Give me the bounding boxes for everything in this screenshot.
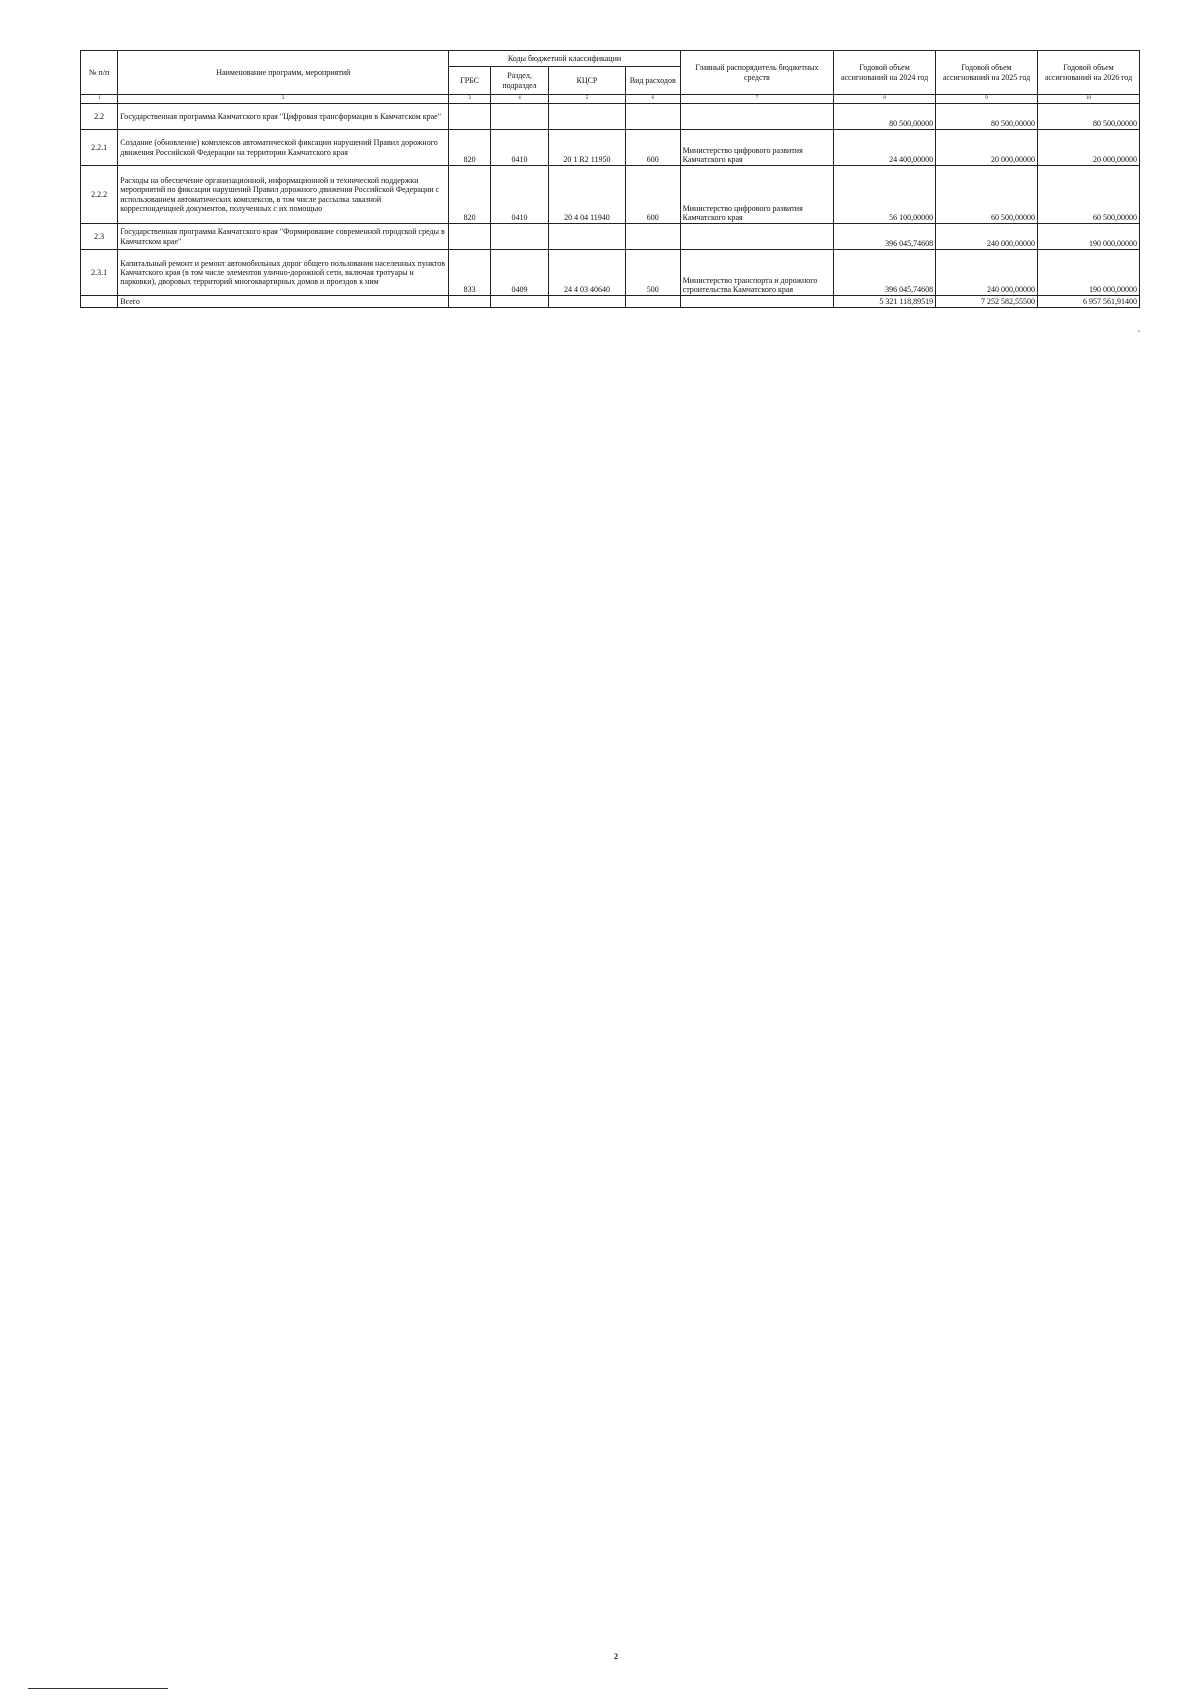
header-name: Наименование программ, мероприятий [118,51,449,95]
header-kcsr: КЦСР [549,67,626,95]
total-empty-cell [449,296,491,308]
total-empty-cell [549,296,626,308]
row-2025: 80 500,00000 [936,104,1038,130]
total-empty-cell [680,296,833,308]
row-2025: 240 000,00000 [936,250,1038,296]
table-row [81,130,1140,166]
row-razdel [490,104,548,130]
row-grbs [449,104,491,130]
row-razdel: 0410 [490,166,548,224]
row-grbs: 833 [449,250,491,296]
row-2024: 396 045,74608 [834,250,936,296]
row-razdel [490,224,548,250]
total-empty-cell [625,296,680,308]
row-2026: 190 000,00000 [1038,250,1140,296]
row-grbs [449,224,491,250]
header-grbs: ГРБС [449,67,491,95]
row-name: Создание (обновление) комплексов автоматической фиксации нарушений Правил дорожного движения Российской Федерации на территории Камчатского края [118,130,449,166]
total-num-cell [81,296,118,308]
header-distributor: Главный распорядитель бюджетных средств [680,51,833,95]
header-razdel: Раздел, подраздел [490,67,548,95]
scan-mark: • [1138,330,1140,335]
row-name: Государственная программа Камчатского края "Цифровая трансформация в Камчатском крае" [118,104,449,130]
total-empty-cell [490,296,548,308]
header-2024: Годовой объем ассигнований на 2024 год [834,51,936,95]
row-kcsr: 20 1 R2 11950 [549,130,626,166]
col-number: 1 [81,95,118,104]
col-number: 2 [118,95,449,104]
row-vid: 600 [625,166,680,224]
row-kcsr: 20 4 04 11940 [549,166,626,224]
row-vid: 500 [625,250,680,296]
total-2025: 7 252 582,55500 [936,296,1038,308]
row-razdel: 0409 [490,250,548,296]
row-razdel: 0410 [490,130,548,166]
table-row [81,104,1140,130]
header-2025: Годовой объем ассигнований на 2025 год [936,51,1038,95]
row-2026: 60 500,00000 [1038,166,1140,224]
footnote-divider [28,1688,168,1689]
col-number: 5 [549,95,626,104]
table-row [81,166,1140,224]
row-distributor: Министерство цифрового развития Камчатского края [680,130,833,166]
row-2025: 60 500,00000 [936,166,1038,224]
row-2026: 20 000,00000 [1038,130,1140,166]
table-row [81,224,1140,250]
row-grbs: 820 [449,166,491,224]
row-vid: 600 [625,130,680,166]
col-number: 8 [834,95,936,104]
row-2024: 24 400,00000 [834,130,936,166]
row-distributor: Министерство транспорта и дорожного строительства Камчатского края [680,250,833,296]
row-distributor [680,224,833,250]
header-2026: Годовой объем ассигнований на 2026 год [1038,51,1140,95]
row-distributor [680,104,833,130]
row-num: 2.2 [81,104,118,130]
budget-table [80,50,1140,308]
col-number: 7 [680,95,833,104]
header-num: № п/п [81,51,118,95]
row-num: 2.2.1 [81,130,118,166]
header-codes-group: Коды бюджетной классификации [449,51,680,67]
page-number: 2 [614,1652,618,1661]
col-number: 6 [625,95,680,104]
row-2024: 56 100,00000 [834,166,936,224]
row-grbs: 820 [449,130,491,166]
col-number: 10 [1038,95,1140,104]
total-2026: 6 957 561,91400 [1038,296,1140,308]
row-2025: 20 000,00000 [936,130,1038,166]
row-name: Государственная программа Камчатского края "Формирование современной городской среды в Камчатском крае" [118,224,449,250]
header-vid: Вид расходов [625,67,680,95]
row-2026: 80 500,00000 [1038,104,1140,130]
row-vid [625,104,680,130]
row-vid [625,224,680,250]
row-num: 2.3.1 [81,250,118,296]
row-name: Расходы на обеспечение организационной, информационной и технической поддержки мероприятий по фиксации нарушений Правил дорожного движения Российской Федерации с использованием автоматических комплексов, в том числе рассылка заказной корреспонденцией документов, полученных с их помощью [118,166,449,224]
row-2024: 396 045,74608 [834,224,936,250]
row-name: Капитальный ремонт и ремонт автомобильных дорог общего пользования населенных пунктов Камчатского края (в том числе элементов улично-дорожной сети, включая тротуары и парковки), дворовых территорий многоквартирных домов и проездов к ним [118,250,449,296]
column-number-row [81,95,1140,104]
row-distributor: Министерство цифрового развития Камчатского края [680,166,833,224]
total-label: Всего [118,296,449,308]
col-number: 3 [449,95,491,104]
row-2026: 190 000,00000 [1038,224,1140,250]
row-2025: 240 000,00000 [936,224,1038,250]
row-num: 2.3 [81,224,118,250]
table-row [81,250,1140,296]
total-2024: 5 321 118,89519 [834,296,936,308]
row-kcsr [549,224,626,250]
row-2024: 80 500,00000 [834,104,936,130]
row-kcsr: 24 4 03 40640 [549,250,626,296]
row-num: 2.2.2 [81,166,118,224]
col-number: 9 [936,95,1038,104]
row-kcsr [549,104,626,130]
total-row [81,296,1140,308]
col-number: 4 [490,95,548,104]
